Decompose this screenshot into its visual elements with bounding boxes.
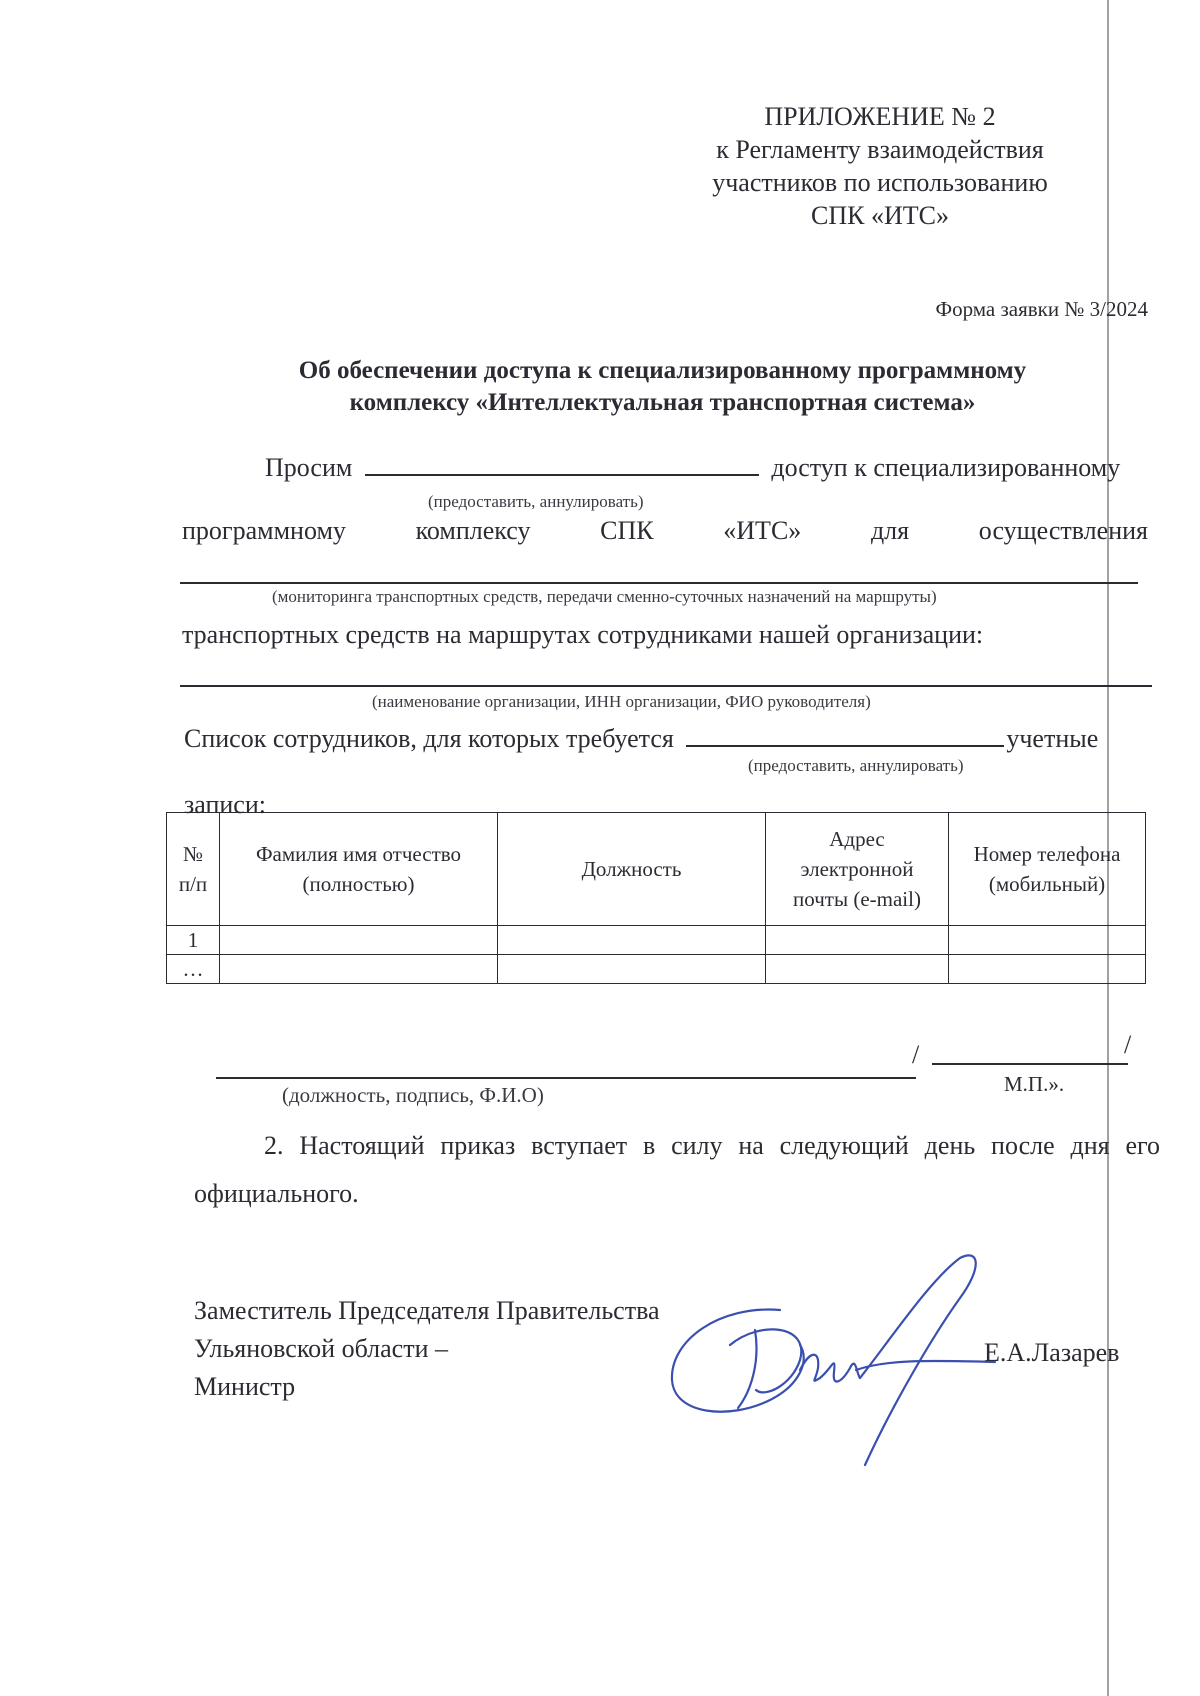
employees-table [166,812,1146,984]
phone-cell[interactable] [949,955,1146,984]
document-heading [180,355,1145,419]
signer-line-2: Ульяновской области – [194,1334,448,1363]
request-suffix: доступ к специализированному [771,453,1121,482]
row-number-cell: … [167,955,220,984]
signature-stroke [730,1329,801,1392]
header-number: № п/п [167,813,220,926]
signature-field-line[interactable] [216,1077,916,1079]
list-end: записи: [184,790,266,819]
request-action-field[interactable] [365,452,759,476]
word-4: «ИТС» [723,516,802,545]
signature-loop [672,1310,804,1412]
request-line-2 [182,516,1148,546]
signature-stroke [800,1355,860,1382]
word-3: СПК [600,516,654,545]
word-1: программному [182,516,346,545]
request-line-1 [265,452,1120,483]
list-suffix: учетные [1006,724,1099,753]
signer-line-1: Заместитель Председателя Правительства [194,1296,660,1325]
phone-cell[interactable] [949,926,1146,955]
appendix-line-3: СПК «ИТС» [811,201,949,230]
signature-separator-1: / [912,1040,920,1069]
list-prefix: Список сотрудников, для которых требуется [184,724,674,753]
organization-hint: (наименование организации, ИНН организации, ФИО руководителя) [372,692,871,711]
signature-hint: (должность, подпись, Ф.И.О) [282,1083,544,1107]
appendix-header [600,100,1160,232]
table-row [167,926,1146,955]
list-action-hint: (предоставить, аннулировать) [748,756,964,775]
list-action-field[interactable] [686,725,1004,747]
table-row [167,955,1146,984]
signer-name: Е.А.Лазарев [984,1338,1120,1367]
header-phone: Номер телефона (мобильный) [949,813,1146,926]
signer-title [194,1292,660,1406]
table-header-row [167,813,1146,926]
purpose-field-line[interactable] [180,582,1138,584]
request-line-4 [184,724,1098,754]
appendix-line-1: к Регламенту взаимодействия [716,135,1044,164]
signer-line-3: Министр [194,1372,296,1401]
word-6: осуществления [978,516,1148,545]
signature-stroke [856,1361,995,1370]
email-cell[interactable] [766,926,949,955]
request-action-hint: (предоставить, аннулировать) [428,492,644,511]
appendix-title: ПРИЛОЖЕНИЕ № 2 [764,102,996,131]
name-cell[interactable] [220,955,498,984]
position-cell[interactable] [498,926,766,955]
header-full-name: Фамилия имя отчество (полностью) [220,813,498,926]
handwritten-signature-image [660,1250,1040,1470]
word-2: комплексу [415,516,531,545]
purpose-hint: (мониторинга транспортных средств, передачи сменно-суточных назначений на маршруты) [272,587,937,606]
email-cell[interactable] [766,955,949,984]
heading-line-1: Об обеспечении доступа к специализированному программному [298,357,1027,384]
organization-field-line[interactable] [180,685,1152,687]
signature-separator-2: / [1124,1030,1132,1059]
signature-stroke [738,1330,756,1408]
form-number: Форма заявки № 3/2024 [935,297,1148,321]
heading-line-2: комплексу «Интеллектуальная транспортная система» [349,389,976,416]
header-position: Должность [498,813,766,926]
paragraph-2: 2. Настоящий приказ вступает в силу на следующий день после дня его официального. [194,1131,1160,1208]
header-email: Адрес электронной почты (e-mail) [766,813,949,926]
signature-date-line[interactable] [932,1063,1128,1065]
request-line-3: транспортных средств на маршрутах сотрудниками нашей организации: [182,620,984,649]
stamp-mark: М.П.». [1004,1072,1065,1096]
word-5: для [870,516,910,545]
request-prefix: Просим [265,453,353,482]
position-cell[interactable] [498,955,766,984]
name-cell[interactable] [220,926,498,955]
row-number-cell: 1 [167,926,220,955]
appendix-line-2: участников по использованию [712,168,1048,197]
